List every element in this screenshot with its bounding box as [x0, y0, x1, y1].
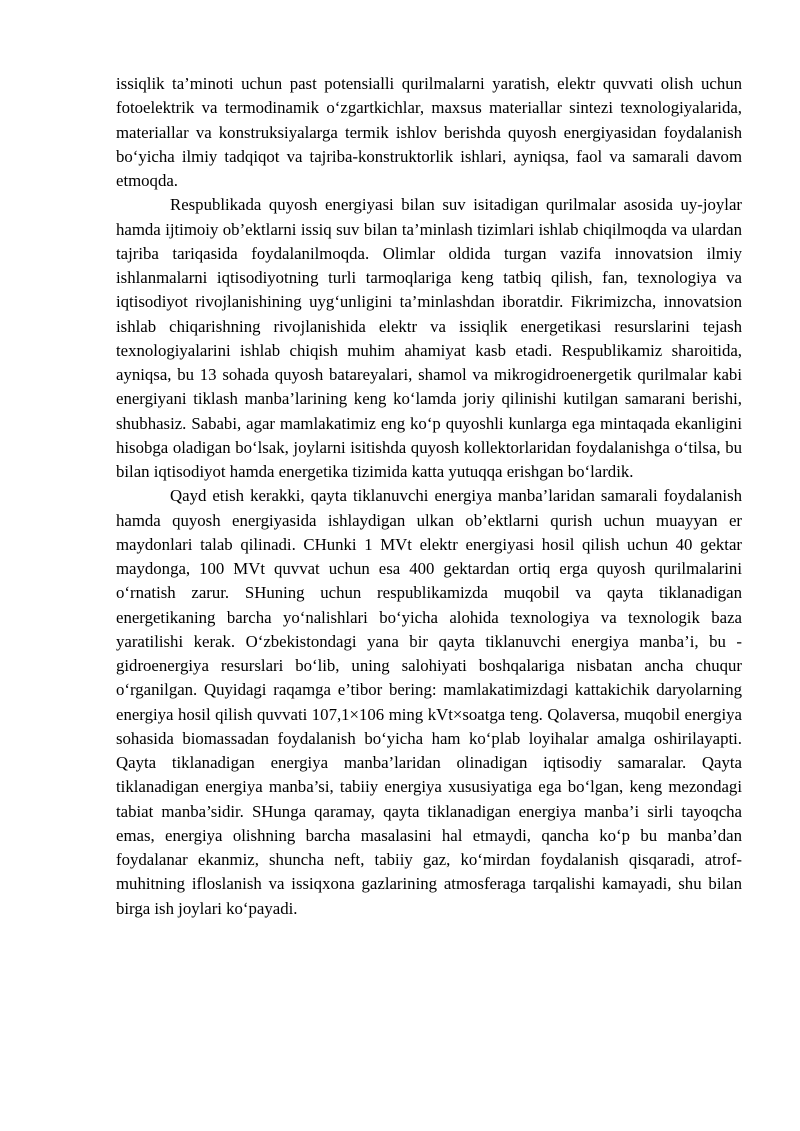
document-page: [116, 72, 742, 921]
paragraph-renewable-energy: Qayd etish kerakki, qayta tiklanuvchi energiya manba’laridan samarali foydalanish hamda quyosh energiyasida ishlaydigan ulkan ob’ektlarni qurish uchun muayyan er maydonlari talab qilinadi. CHunki 1 MVt elektr energiyasi hosil qilish uchun 40 gektar maydonga, 100 MVt quvvat uchun esa 400 gektardan ortiq erga quyosh qurilmalarini o‘rnatish zarur. SHuning uchun respublikamizda muqobil va qayta tiklanadigan energetikaning barcha yo‘nalishlari bo‘yicha alohida texnologiya va texnologik baza yaratilishi kerak. O‘zbekistondagi yana bir qayta tiklanuvchi energiya manba’i, bu - gidroenergiya resurslari bo‘lib, uning salohiyati boshqalariga nisbatan ancha chuqur o‘rganilgan. Quyidagi raqamga e’tibor bering: mamlakatimizdagi kattakichik daryolarning energiya hosil qilish quvvati 107,1×106 ming kVt×soatga teng. Qolaversa, muqobil energiya sohasida biomassadan foydalanish bo‘yicha ham ko‘plab loyihalar amalga oshirilayapti. Qayta tiklanadigan energiya manba’laridan olinadigan iqtisodiy samaralar. Qayta tiklanadigan energiya manba’si, tabiiy energiya xususiyatiga ega bo‘lgan, keng mezondagi tabiat manba’sidir. SHunga qaramay, qayta tiklanadigan energiya manba’i sirli tayoqcha emas, energiya olishning barcha masalasini hal etmaydi, qancha ko‘p bu manba’dan foydalanar ekanmiz, shuncha neft, tabiiy gaz, ko‘mirdan foydalanish qisqaradi, atrof-muhitning ifloslanish va issiqxona gazlarining atmosferaga tarqalishi kamayadi, shu bilan birga ish joylari ko‘payadi.: [116, 486, 742, 918]
paragraph-continuation: issiqlik ta’minoti uchun past potensialli qurilmalarni yaratish, elektr quvvati olish uchun fotoelektrik va termodinamik o‘zgartkichlar, maxsus materiallar sintezi texnologiyalarida, materiallar va konstruksiyalarga termik ishlov berishda quyosh energiyasidan foydalanish bo‘yicha ilmiy tadqiqot va tajriba-konstruktorlik ishlari, ayniqsa, faol va samarali davom etmoqda.: [116, 74, 742, 190]
paragraph-solar-water-heating: Respublikada quyosh energiyasi bilan suv isitadigan qurilmalar asosida uy-joylar hamda ijtimoiy ob’ektlarni issiq suv bilan ta’minlash tizimlari ishlab chiqilmoqda va ulardan tajriba tariqasida foydalanilmoqda. Olimlar oldida turgan vazifa innovatsion ilmiy ishlanmalarni iqtisodiyotning turli tarmoqlariga keng tatbiq qilish, fan, texnologiya va iqtisodiyot rivojlanishining uyg‘unligini ta’minlashdan iboratdir. Fikrimizcha, innovatsion ishlab chiqarishning rivojlanishida elektr va issiqlik energetikasi resurslarini tejash texnologiyalarini ishlab chiqish muhim ahamiyat kasb etadi. Respublikamiz sharoitida, ayniqsa, bu 13 sohada quyosh batareyalari, shamol va mikrogidroenergetik qurilmalar kabi energiyani tiklash manba’larining keng ko‘lamda joriy qilinishi kutilgan samarani berishi, shubhasiz. Sababi, agar mamlakatimiz eng ko‘p quyoshli kunlarga ega mintaqada ekanligini hisobga oladigan bo‘lsak, joylarni isitishda quyosh kollektorlaridan foydalanishga o‘tilsa, bu bilan iqtisodiyot hamda energetika tizimida katta yutuqqa erishgan bo‘lardik.: [116, 195, 742, 481]
